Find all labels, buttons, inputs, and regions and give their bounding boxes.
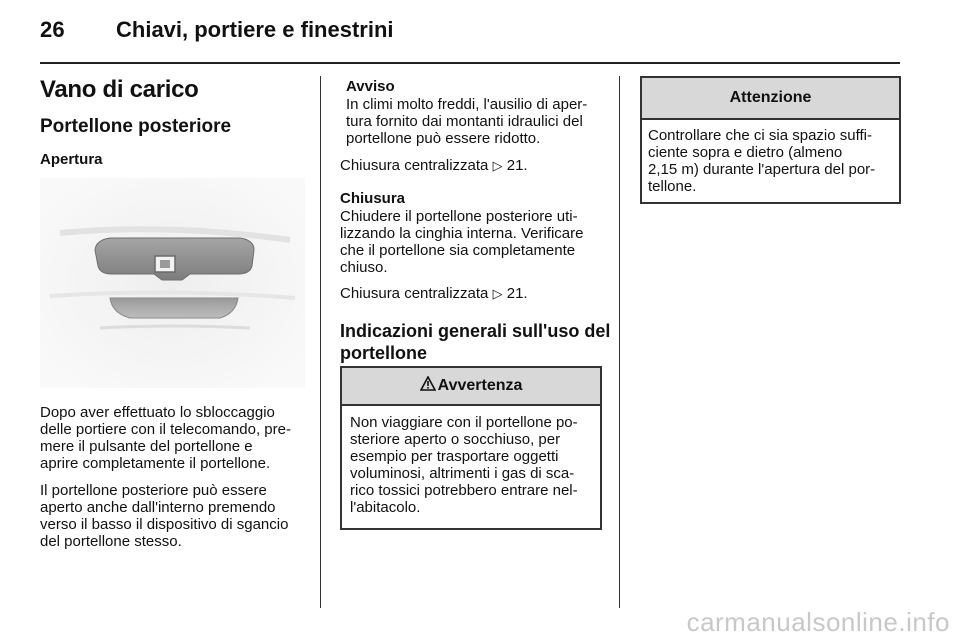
text-line: del portellone stesso.: [40, 533, 182, 550]
text-line: delle portiere con il telecomando, pre-: [40, 421, 291, 438]
page-ref-arrow-icon: ▷: [492, 286, 503, 301]
text-line: l'abitacolo.: [350, 499, 421, 516]
warning-header: [342, 368, 600, 406]
xref-central-locking[interactable]: [340, 285, 528, 302]
title-line: portellone: [340, 343, 428, 363]
note-body: [346, 96, 608, 147]
text-line: lizzando la cinghia interna. Verificare: [340, 225, 584, 242]
tailgate-handle-illustration: [40, 178, 305, 388]
chapter-title: Chiavi, portiere e finestrini: [116, 17, 394, 42]
general-usage-title: [340, 320, 610, 364]
text-line: mere il pulsante del portellone e: [40, 438, 253, 455]
page-ref-arrow-icon: ▷: [492, 158, 503, 173]
text-line: portellone può essere ridotto.: [346, 130, 541, 147]
text-line: In climi molto freddi, l'ausilio di aper-: [346, 96, 588, 113]
closing-paragraph: [340, 208, 610, 276]
text-line: aperto anche dall'interno premendo: [40, 499, 276, 516]
text-line: 2,15 m) durante l'apertura del por-: [648, 161, 876, 178]
text-line: ciente sopra e dietro (almeno: [648, 144, 843, 161]
text-line: tellone.: [648, 178, 697, 195]
text-line: Controllare che ci sia spazio suffi-: [648, 127, 872, 144]
text-line: Il portellone posteriore può essere: [40, 482, 267, 499]
warning-body: [342, 406, 600, 516]
xref-text: Chiusura centralizzata: [340, 157, 489, 174]
text-line: Dopo aver effettuato lo sbloccaggio: [40, 404, 275, 421]
warning-box: [340, 366, 602, 530]
subheading-apertura: Apertura: [40, 151, 103, 168]
text-line: steriore aperto o socchiuso, per: [350, 431, 561, 448]
text-line: esempio per trasportare oggetti: [350, 448, 559, 465]
column-separator: [320, 76, 321, 608]
section-title: Vano di carico: [40, 76, 199, 103]
xref-text: Chiusura centralizzata: [340, 285, 489, 302]
page-number: 26: [40, 17, 65, 42]
text-line: chiuso.: [340, 259, 388, 276]
caution-title: Attenzione: [729, 89, 812, 106]
text-line: Chiudere il portellone posteriore uti-: [340, 208, 578, 225]
tailgate-illustration-svg: [40, 178, 305, 388]
caution-box: [640, 76, 901, 204]
warning-triangle-icon: [420, 376, 436, 396]
interior-release-paragraph: [40, 482, 312, 550]
text-line: tura fornito dai montanti idraulici del: [346, 113, 583, 130]
warning-title: Avvertenza: [437, 377, 523, 394]
subsection-title: Portellone posteriore: [40, 116, 232, 137]
opening-paragraph: [40, 404, 306, 472]
text-line: verso il basso il dispositivo di sgancio: [40, 516, 289, 533]
watermark-text: carmanualsonline.info: [686, 607, 950, 637]
text-line: voluminosi, altrimenti i gas di sca-: [350, 465, 575, 482]
column-separator: [619, 76, 620, 608]
text-line: aprire completamente il portellone.: [40, 455, 271, 472]
note-title: Avviso: [346, 78, 395, 95]
text-line: che il portellone sia completamente: [340, 242, 576, 259]
caution-body: [642, 120, 899, 195]
text-line: Non viaggiare con il portellone po-: [350, 414, 578, 431]
xref-central-locking[interactable]: [340, 157, 528, 174]
xref-page: 21.: [506, 285, 528, 302]
header-rule: [40, 62, 900, 64]
xref-page: 21.: [506, 157, 528, 174]
caution-header: [642, 78, 899, 120]
title-line: Indicazioni generali sull'uso del: [340, 321, 611, 341]
closing-title: Chiusura: [340, 190, 406, 207]
text-line: rico tossici potrebbero entrare nel-: [350, 482, 578, 499]
